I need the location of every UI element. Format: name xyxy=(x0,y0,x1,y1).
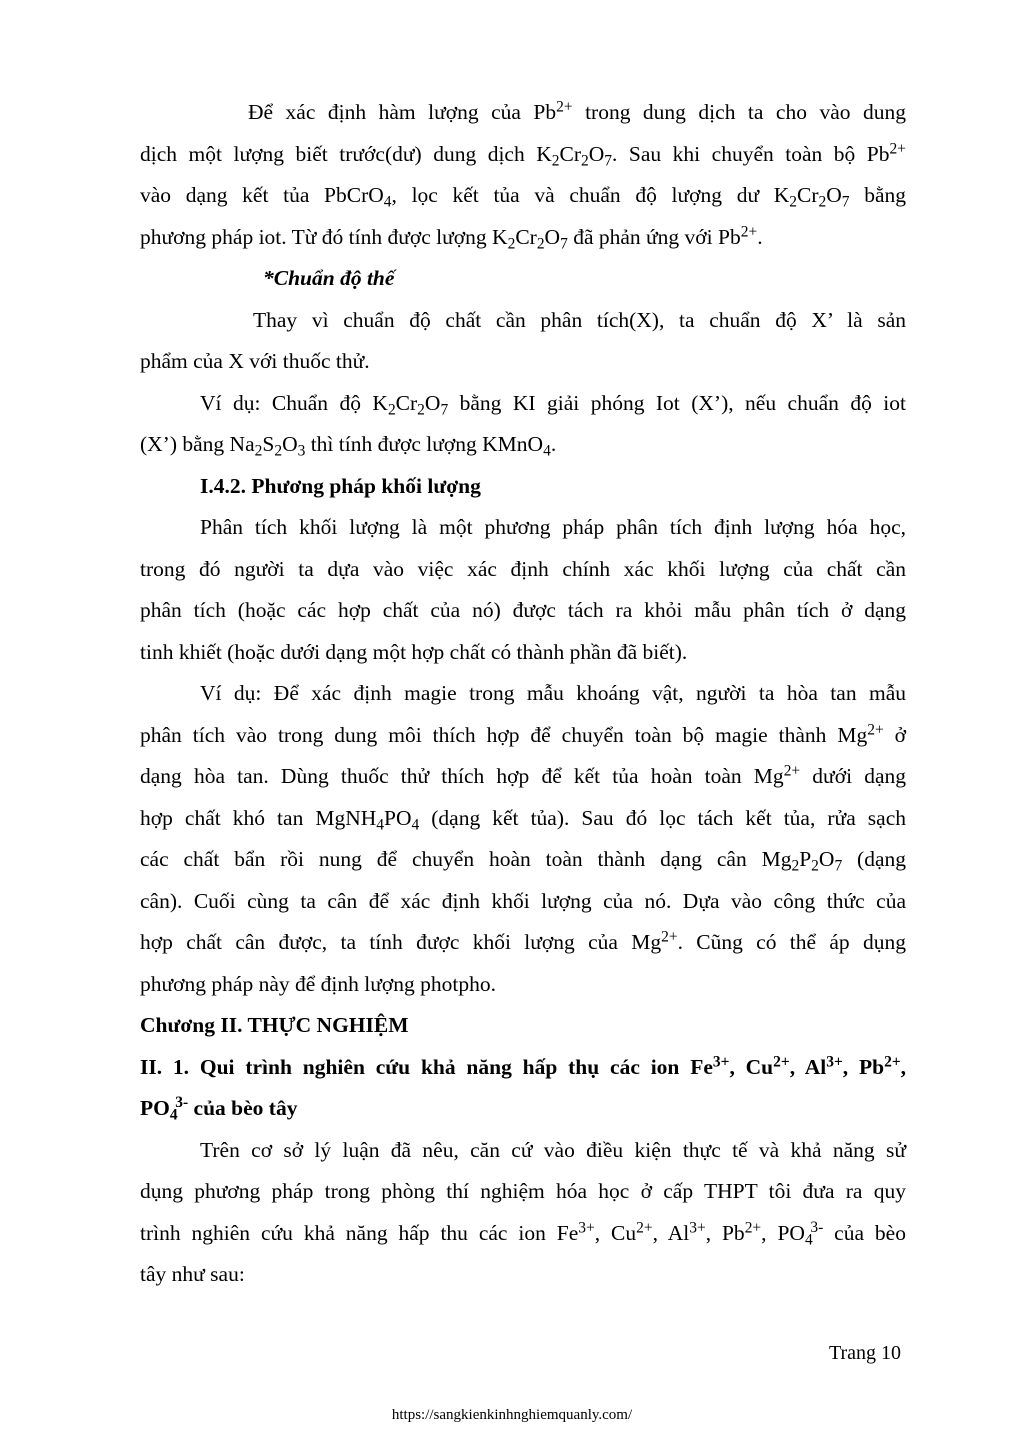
paragraph-line: vào dạng kết tủa PbCrO$_4$, lọc kết tủa và chuẩn độ lượng dư $K_2Cr_2O_7$ bằng xyxy=(140,183,906,211)
section-heading: I.4.2. Phương pháp khối lượng xyxy=(200,474,481,498)
section-heading: II. 1. Qui trình nghiên cứu khả năng hấp thụ các ion $Fe^{3+}$, $Cu^{2+}$, $Al^{3+}$, $Pb^{2+}$, xyxy=(140,1053,907,1079)
paragraph-line: trình nghiên cứu khả năng hấp thu các ion $Fe^{3+}$, $Cu^{2+}$, $Al^{3+}$, $Pb^{2+}$, $PO_4^{3-}$ của bèo xyxy=(140,1219,906,1249)
paragraph-line: Ví dụ: Chuẩn độ $K_2Cr_2O_7$ bằng KI giải phóng Iot (X’), nếu chuẩn độ iot xyxy=(200,391,906,419)
paragraph-line: phẩm của X với thuốc thử. xyxy=(140,349,370,373)
paragraph-line: phân tích (hoặc các hợp chất của nó) được tách ra khỏi mẫu phân tích ở dạng xyxy=(140,598,906,622)
paragraph-line: tây như sau: xyxy=(140,1262,245,1286)
paragraph-line: hợp chất cân được, ta tính được khối lượng của $Mg^{2+}$. Cũng có thể áp dụng xyxy=(140,928,906,954)
section-heading: $PO_4^{3-}$ của bèo tây xyxy=(140,1094,298,1124)
paragraph-line: Thay vì chuẩn độ chất cần phân tích(X), ta chuẩn độ X’ là sản xyxy=(253,308,906,332)
paragraph-line: (X’) bằng $Na_2S_2O_3$ thì tính được lượng KMnO$_4$. xyxy=(140,432,557,460)
paragraph-line: trong đó người ta dựa vào việc xác định chính xác khối lượng của chất cần xyxy=(140,557,906,581)
paragraph-line: tinh khiết (hoặc dưới dạng một hợp chất có thành phần đã biết). xyxy=(140,640,688,664)
paragraph-line: Phân tích khối lượng là một phương pháp phân tích định lượng hóa học, xyxy=(200,515,906,539)
paragraph-line: Trên cơ sở lý luận đã nêu, căn cứ vào điều kiện thực tế và khả năng sử xyxy=(200,1138,906,1162)
paragraph-line: dịch một lượng biết trước(dư) dung dịch $K_2Cr_2O_7$. Sau khi chuyển toàn bộ $Pb^{2+}$ xyxy=(140,140,906,170)
paragraph-line: dạng hòa tan. Dùng thuốc thử thích hợp để kết tủa hoàn toàn $Mg^{2+}$ dưới dạng xyxy=(140,762,906,788)
paragraph-line: Để xác định hàm lượng của $Pb^{2+}$ trong dung dịch ta cho vào dung xyxy=(248,98,906,124)
paragraph-line: dụng phương pháp trong phòng thí nghiệm hóa học ở cấp THPT tôi đưa ra quy xyxy=(140,1179,906,1203)
paragraph-line: phương pháp iot. Từ đó tính được lượng $K_2Cr_2O_7$ đã phản ứng với $Pb^{2+}$. xyxy=(140,223,763,253)
paragraph-line: các chất bẩn rồi nung để chuyển hoàn toàn thành dạng cân $Mg_2P_2O_7$ (dạng xyxy=(140,847,907,875)
page-number: Trang 10 xyxy=(829,1342,902,1364)
paragraph-line: hợp chất khó $\tan MgNH_4PO_4$ (dạng kết tủa). Sau đó lọc tách kết tủa, rửa sạch xyxy=(140,806,906,834)
section-subheading: *Chuẩn độ thế xyxy=(263,266,395,290)
paragraph-line: cân). Cuối cùng ta cân để xác định khối lượng của nó. Dựa vào công thức của xyxy=(140,889,906,913)
footer-url[interactable]: https://sangkienkinhnghiemquanly.com/ xyxy=(391,1407,633,1423)
chapter-heading: Chương II. THỰC NGHIỆM xyxy=(140,1013,409,1037)
paragraph-line: phương pháp này để định lượng photpho. xyxy=(140,972,496,996)
paragraph-line: phân tích vào trong dung môi thích hợp để chuyển toàn bộ magie thành $Mg^{2+}$ ở xyxy=(140,721,906,747)
paragraph-line: Ví dụ: Để xác định magie trong mẫu khoáng vật, người ta hòa tan mẫu xyxy=(200,681,906,705)
